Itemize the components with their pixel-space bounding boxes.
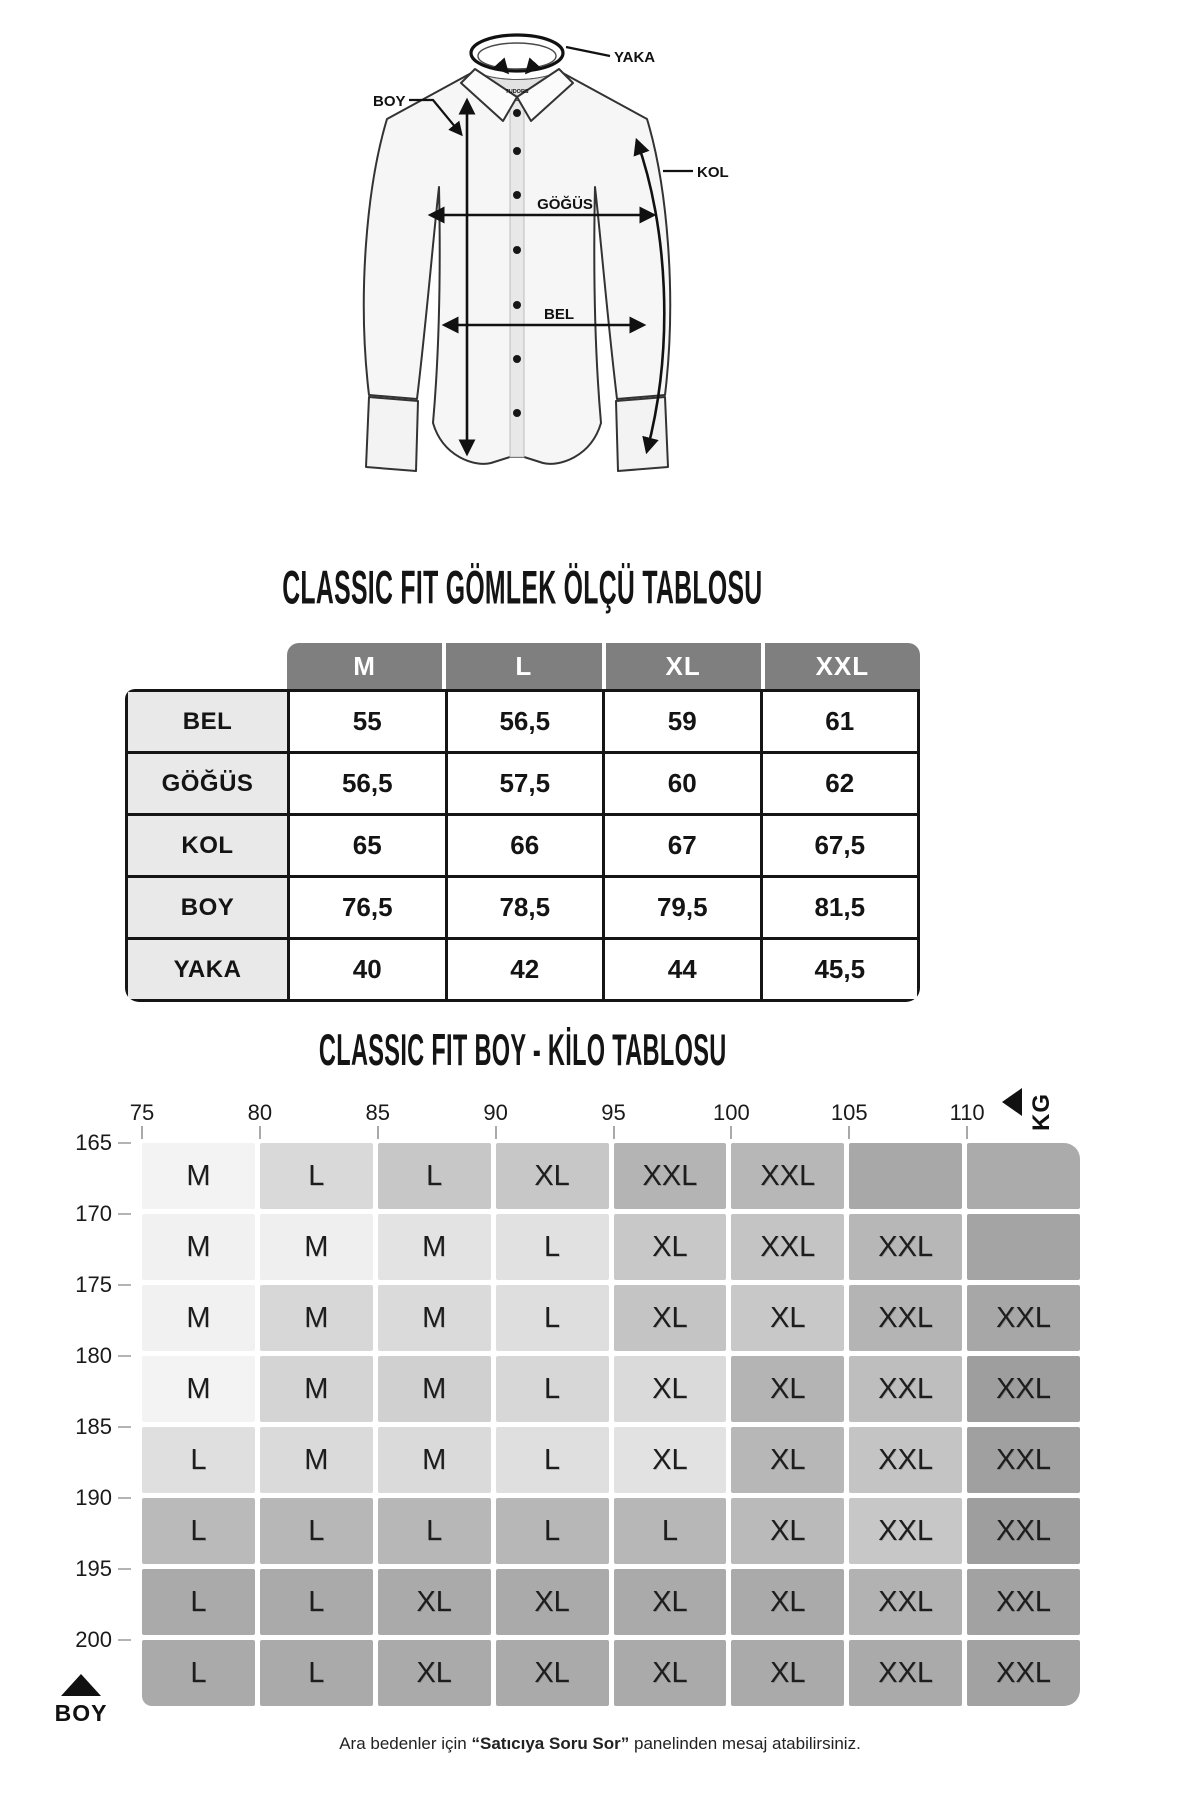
footer-note [0, 1734, 1200, 1754]
measure-value: 78,5 [446, 877, 604, 939]
kg-tick-mark [259, 1126, 261, 1139]
measure-label: BOY [127, 877, 289, 939]
kg-tick-label: 75 [129, 1100, 155, 1125]
height-tick-label: 200 [75, 1627, 112, 1652]
size-table-row-yaka [127, 939, 919, 1001]
matrix-cell-175-90: L [496, 1285, 609, 1351]
measure-value: 62 [761, 753, 919, 815]
measure-value: 55 [289, 691, 447, 753]
kg-axis-arrow-icon [1002, 1088, 1022, 1116]
diagram-label-kol: KOL [697, 164, 729, 181]
size-column-header-xxl: XXL [765, 643, 920, 689]
matrix-cell-200-95: XL [614, 1640, 727, 1706]
boy-axis-arrow-icon [61, 1674, 101, 1696]
footer-note-prefix: Ara bedenler için [339, 1734, 472, 1753]
matrix-cell-165-110 [967, 1143, 1080, 1209]
height-tick-label: 175 [75, 1272, 112, 1297]
matrix-cell-185-105: XXL [849, 1427, 962, 1493]
matrix-cell-185-110: XXL [967, 1427, 1080, 1493]
matrix-cell-175-110: XXL [967, 1285, 1080, 1351]
boy-axis-label: BOY [54, 1700, 108, 1726]
measure-label: GÖĞÜS [127, 753, 289, 815]
matrix-cell-200-85: XL [378, 1640, 491, 1706]
shirt-cuff-left [366, 397, 418, 471]
matrix-cell-170-100: XXL [731, 1214, 844, 1280]
height-tick-mark [118, 1426, 131, 1428]
matrix-cell-175-80: M [260, 1285, 373, 1351]
matrix-cell-190-105: XXL [849, 1498, 962, 1564]
matrix-cell-190-90: L [496, 1498, 609, 1564]
kg-tick-label: 90 [483, 1100, 508, 1125]
matrix-cell-165-80: L [260, 1143, 373, 1209]
measure-value: 81,5 [761, 877, 919, 939]
matrix-cell-180-110: XXL [967, 1356, 1080, 1422]
height-tick-mark [118, 1639, 131, 1641]
height-tick-label: 190 [75, 1485, 112, 1510]
size-table-header-row [287, 643, 920, 689]
matrix-cell-185-80: M [260, 1427, 373, 1493]
kg-tick-label: 110 [949, 1100, 985, 1125]
matrix-cell-190-85: L [378, 1498, 491, 1564]
matrix-cell-165-75: M [142, 1143, 255, 1209]
footer-note-suffix: panelinden mesaj atabilirsiniz. [629, 1734, 861, 1753]
matrix-cell-165-90: XL [496, 1143, 609, 1209]
size-table-title: CLASSIC FIT GÖMLEK ÖLÇÜ TABLOSU [282, 561, 763, 614]
size-table-row-bel [127, 691, 919, 753]
height-tick-label: 185 [75, 1414, 112, 1439]
measure-value: 57,5 [446, 753, 604, 815]
height-tick-mark [118, 1497, 131, 1499]
matrix-cell-195-85: XL [378, 1569, 491, 1635]
matrix-cell-170-110 [967, 1214, 1080, 1280]
matrix-cell-175-105: XXL [849, 1285, 962, 1351]
matrix-cell-200-110: XXL [967, 1640, 1080, 1706]
matrix-cell-175-95: XL [614, 1285, 727, 1351]
measure-value: 60 [604, 753, 762, 815]
matrix-cell-195-105: XXL [849, 1569, 962, 1635]
matrix-cell-165-100: XXL [731, 1143, 844, 1209]
height-tick-mark [118, 1142, 131, 1144]
measure-value: 66 [446, 815, 604, 877]
matrix-cell-175-100: XL [731, 1285, 844, 1351]
diagram-label-bel: BEL [544, 306, 574, 323]
matrix-cell-180-100: XL [731, 1356, 844, 1422]
kg-tick-mark [966, 1126, 968, 1139]
kg-axis-label: KG [1028, 1093, 1055, 1131]
matrix-cell-190-110: XXL [967, 1498, 1080, 1564]
height-tick-mark [118, 1284, 131, 1286]
kg-tick-label: 105 [830, 1100, 868, 1125]
height-tick-label: 165 [75, 1130, 112, 1155]
yaka-measure-ellipse-inner [478, 43, 556, 69]
yaka-leader-line [566, 47, 610, 56]
matrix-cell-200-100: XL [731, 1640, 844, 1706]
size-column-header-xl: XL [606, 643, 761, 689]
footer-note-highlight: “Satıcıya Soru Sor” [471, 1734, 630, 1753]
matrix-cell-190-80: L [260, 1498, 373, 1564]
matrix-cell-185-100: XL [731, 1427, 844, 1493]
matrix-cell-185-85: M [378, 1427, 491, 1493]
matrix-cell-200-80: L [260, 1640, 373, 1706]
measure-value: 42 [446, 939, 604, 1001]
matrix-cell-165-105 [849, 1143, 962, 1209]
kg-tick-mark [377, 1126, 379, 1139]
height-tick-mark [118, 1213, 131, 1215]
matrix-cell-170-75: M [142, 1214, 255, 1280]
size-table [125, 643, 920, 1002]
matrix-cell-195-75: L [142, 1569, 255, 1635]
measure-label: BEL [127, 691, 289, 753]
measure-value: 59 [604, 691, 762, 753]
matrix-cell-195-95: XL [614, 1569, 727, 1635]
matrix-cell-195-100: XL [731, 1569, 844, 1635]
measure-value: 61 [761, 691, 919, 753]
height-tick-label: 170 [75, 1201, 112, 1226]
kg-tick-mark [848, 1126, 850, 1139]
measure-value: 67 [604, 815, 762, 877]
matrix-cell-170-105: XXL [849, 1214, 962, 1280]
size-column-header-m: M [287, 643, 442, 689]
height-weight-matrix [142, 1143, 1080, 1706]
matrix-cell-170-80: M [260, 1214, 373, 1280]
matrix-cell-185-75: L [142, 1427, 255, 1493]
yaka-measure-ellipse [471, 35, 563, 71]
matrix-cell-180-85: M [378, 1356, 491, 1422]
measure-value: 56,5 [289, 753, 447, 815]
measure-value: 44 [604, 939, 762, 1001]
matrix-cell-170-95: XL [614, 1214, 727, 1280]
diagram-label-yaka: YAKA [614, 49, 656, 66]
height-tick-label: 195 [75, 1556, 112, 1581]
measure-value: 76,5 [289, 877, 447, 939]
size-table-body [125, 689, 920, 1002]
measure-value: 67,5 [761, 815, 919, 877]
kg-tick-label: 80 [247, 1100, 273, 1125]
kg-tick-mark [495, 1126, 497, 1139]
matrix-cell-180-95: XL [614, 1356, 727, 1422]
height-tick-mark [118, 1568, 131, 1570]
matrix-cell-175-75: M [142, 1285, 255, 1351]
shirt-diagram [325, 25, 765, 495]
measure-value: 65 [289, 815, 447, 877]
matrix-cell-180-90: L [496, 1356, 609, 1422]
measure-label: KOL [127, 815, 289, 877]
matrix-cell-180-80: M [260, 1356, 373, 1422]
matrix-cell-190-75: L [142, 1498, 255, 1564]
matrix-cell-170-85: M [378, 1214, 491, 1280]
matrix-cell-175-85: M [378, 1285, 491, 1351]
measure-value: 40 [289, 939, 447, 1001]
kg-tick-mark [141, 1126, 143, 1139]
matrix-cell-195-80: L [260, 1569, 373, 1635]
diagram-label-gogus: GÖĞÜS [537, 196, 593, 213]
matrix-cell-200-90: XL [496, 1640, 609, 1706]
shirt-cuff-right [616, 397, 668, 471]
diagram-label-boy: BOY [373, 93, 406, 110]
matrix-cell-185-90: L [496, 1427, 609, 1493]
brand-text: TUDORS [505, 89, 529, 95]
size-table-row-kol [127, 815, 919, 877]
measure-value: 56,5 [446, 691, 604, 753]
height-tick-label: 180 [75, 1343, 112, 1368]
matrix-cell-200-105: XXL [849, 1640, 962, 1706]
matrix-cell-165-95: XXL [614, 1143, 727, 1209]
matrix-cell-200-75: L [142, 1640, 255, 1706]
kg-tick-mark [730, 1126, 732, 1139]
kg-tick-label: 85 [365, 1100, 390, 1125]
kg-tick-mark [613, 1126, 615, 1139]
weight-table-title: CLASSIC FIT BOY - KİLO TABLOSU [318, 1026, 727, 1076]
size-column-header-l: L [446, 643, 601, 689]
size-table-row-göğüs [127, 753, 919, 815]
measure-label: YAKA [127, 939, 289, 1001]
matrix-cell-195-110: XXL [967, 1569, 1080, 1635]
matrix-cell-170-90: L [496, 1214, 609, 1280]
kg-tick-label: 100 [713, 1100, 750, 1125]
height-tick-mark [118, 1355, 131, 1357]
matrix-cell-185-95: XL [614, 1427, 727, 1493]
size-table-row-boy [127, 877, 919, 939]
matrix-cell-180-105: XXL [849, 1356, 962, 1422]
matrix-cell-190-100: XL [731, 1498, 844, 1564]
kg-tick-label: 95 [601, 1100, 626, 1125]
matrix-cell-165-85: L [378, 1143, 491, 1209]
matrix-cell-180-75: M [142, 1356, 255, 1422]
measure-value: 79,5 [604, 877, 762, 939]
matrix-cell-195-90: XL [496, 1569, 609, 1635]
matrix-cell-190-95: L [614, 1498, 727, 1564]
measure-value: 45,5 [761, 939, 919, 1001]
